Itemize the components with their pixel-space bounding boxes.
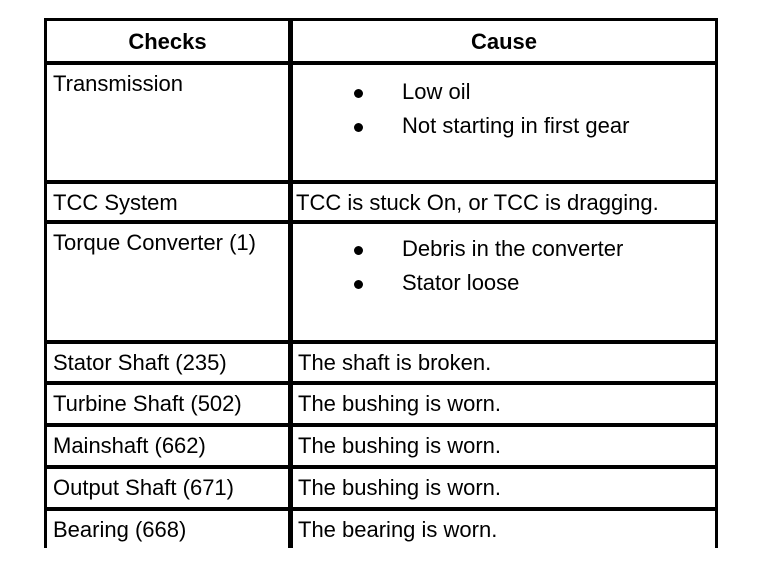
check-cell: Bearing (668)	[47, 511, 288, 550]
bullet-icon	[354, 280, 363, 289]
cause-cell: The bushing is worn.	[293, 385, 715, 423]
cause-list-item	[298, 236, 715, 270]
bullet-icon	[354, 123, 363, 132]
cause-list-item	[298, 79, 715, 113]
check-cell: Transmission	[47, 65, 288, 180]
cause-cell	[293, 224, 715, 340]
checks-cause-table	[44, 18, 718, 548]
cause-text: Not starting in first gear	[402, 113, 630, 138]
cause-cell: The bushing is worn.	[293, 469, 715, 507]
cause-list-item	[298, 270, 715, 304]
cause-cell: The bearing is worn.	[293, 511, 715, 550]
check-cell: Torque Converter (1)	[47, 224, 288, 340]
header-cause: Cause	[293, 21, 715, 61]
cause-text: Stator loose	[402, 270, 520, 295]
check-cell: TCC System	[47, 184, 288, 220]
cause-list	[298, 65, 715, 147]
header-checks: Checks	[47, 21, 288, 61]
cause-cell: The bushing is worn.	[293, 427, 715, 465]
check-cell: Turbine Shaft (502)	[47, 385, 288, 423]
cause-list	[298, 224, 715, 304]
cause-list-item	[298, 113, 715, 147]
cause-text: Low oil	[402, 79, 471, 104]
cause-cell: The shaft is broken.	[293, 344, 715, 381]
check-cell: Stator Shaft (235)	[47, 344, 288, 381]
check-cell: Output Shaft (671)	[47, 469, 288, 507]
bullet-icon	[354, 246, 363, 255]
cause-text: Debris in the converter	[402, 236, 624, 261]
bullet-icon	[354, 89, 363, 98]
cause-cell: TCC is stuck On, or TCC is dragging.	[293, 184, 715, 220]
check-cell: Mainshaft (662)	[47, 427, 288, 465]
cause-cell	[293, 65, 715, 180]
